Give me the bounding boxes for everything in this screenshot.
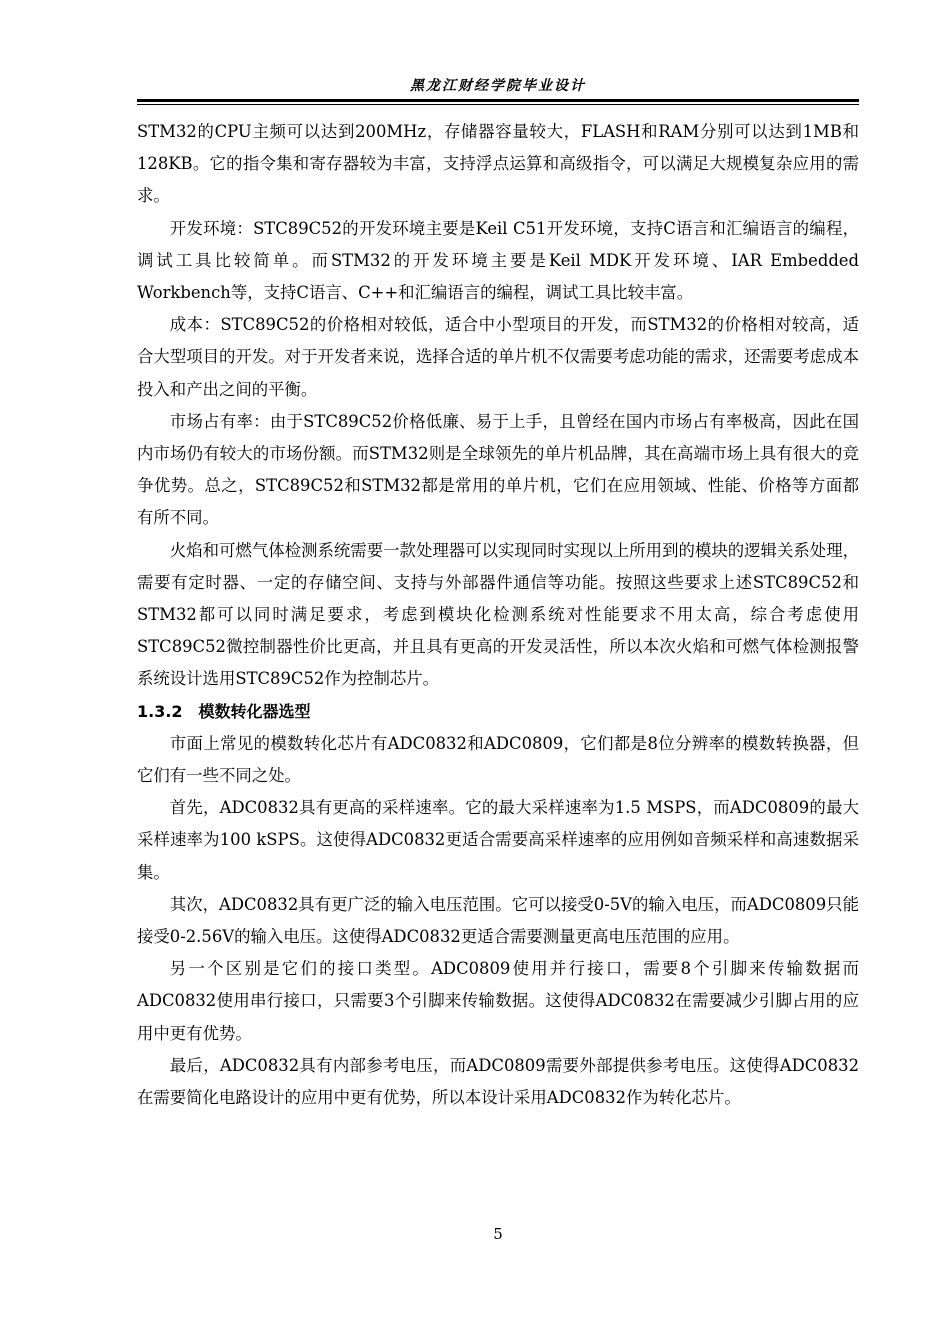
paragraph-adc-voltage-range: 其次，ADC0832具有更广泛的输入电压范围。它可以接受0-5V的输入电压，而ADC0809只能接受0-2.56V的输入电压。这使得ADC0832更适合需要测量更高电压范围的应用。	[137, 894, 859, 947]
paragraph-dev-environment: 开发环境：STC89C52的开发环境主要是Keil C51开发环境，支持C语言和汇编语言的编程，调试工具比较简单。而STM32的开发环境主要是Keil MDK开发环境、IAR Embedded Workbench等，支持C语言、C++和汇编语言的编程，调试工具比较丰富。	[137, 218, 859, 303]
paragraph-adc-sampling-rate: 首先，ADC0832具有更高的采样速率。它的最大采样速率为1.5 MSPS，而ADC0809的最大采样速率为100 kSPS。这使得ADC0832更适合需要高采样速率的应用例如音频采样和高速数据采集。	[137, 798, 859, 882]
page-header-title: 黑龙江财经学院毕业设计	[410, 78, 586, 94]
paragraph-adc-interface: 另一个区别是它们的接口类型。ADC0809使用并行接口，需要8个引脚来传输数据而ADC0832使用串行接口，只需要3个引脚来传输数据。这使得ADC0832在需要减少引脚占用的应用中更有优势。	[137, 959, 859, 1043]
section-heading-adc-selection: 1.3.2 模数转化器选型	[137, 701, 311, 721]
paragraph-adc-intro: 市面上常见的模数转化芯片有ADC0832和ADC0809，它们都是8位分辨率的模数转换器，但它们有一些不同之处。	[137, 733, 859, 786]
header-rule-thick	[137, 99, 859, 102]
header-rule-thin	[137, 104, 859, 105]
page-body	[137, 116, 859, 1114]
paragraph-market-share: 市场占有率：由于STC89C52价格低廉、易于上手，且曾经在国内市场占有率极高，因此在国内市场仍有较大的市场份额。而STM32则是全球领先的单片机品牌，其在高端市场上具有很大的竞争优势。总之，STC89C52和STM32都是常用的单片机，它们在应用领域、性能、价格等方面都有所不同。	[137, 411, 859, 528]
page-number: 5	[493, 1225, 503, 1243]
paragraph-adc-reference: 最后，ADC0832具有内部参考电压，而ADC0809需要外部提供参考电压。这使得ADC0832在需要简化电路设计的应用中更有优势，所以本设计采用ADC0832作为转化芯片。	[137, 1055, 859, 1108]
paragraph-selection-conclusion: 火焰和可燃气体检测系统需要一款处理器可以实现同时实现以上所用到的模块的逻辑关系处理，需要有定时器、一定的存储空间、支持与外部器件通信等功能。按照这些要求上述STC89C52和STM32都可以同时满足要求，考虑到模块化检测系统对性能要求不用太高，综合考虑使用STC89C52微控制器性价比更高，并且具有更高的开发灵活性，所以本次火焰和可燃气体检测报警系统设计选用STC89C52作为控制芯片。	[137, 540, 859, 689]
paragraph-cost: 成本：STC89C52的价格相对较低，适合中小型项目的开发，而STM32的价格相对较高，适合大型项目的开发。对于开发者来说，选择合适的单片机不仅需要考虑功能的需求，还需要考虑成本投入和产出之间的平衡。	[137, 315, 859, 399]
paragraph-continued: STM32的CPU主频可以达到200MHz，存储器容量较大，FLASH和RAM分别可以达到1MB和128KB。它的指令集和寄存器较为丰富，支持浮点运算和高级指令，可以满足大规模复杂应用的需求。	[137, 122, 859, 206]
